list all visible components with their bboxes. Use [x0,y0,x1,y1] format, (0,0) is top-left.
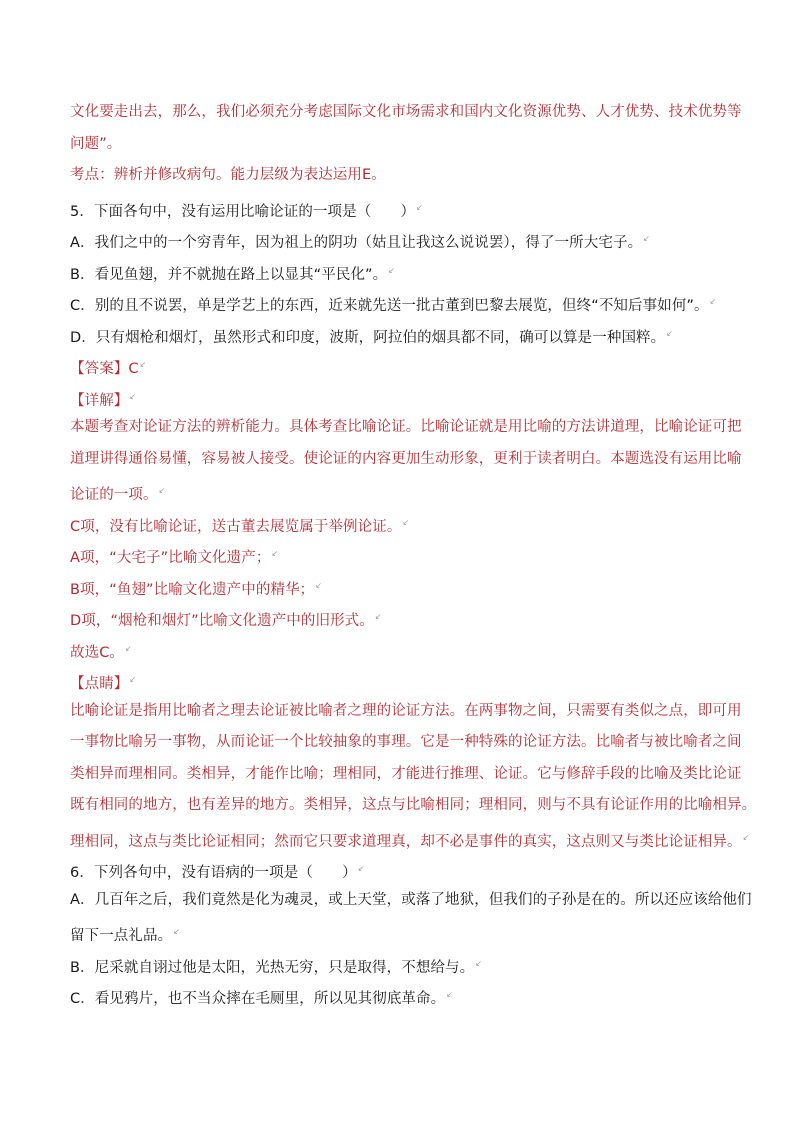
tip-text: 一事物比喻另一事物，从而论证一个比较抽象的事理。它是一种特殊的论证方法。比喻者与被比喻者之间 [70,734,742,750]
explanation-item: C项，没有比喻论证，送古董去展览属于举例论证。 ↙ [70,507,730,539]
conclusion-line: 故选C。 ↙ [70,633,730,665]
question-6-option-a-cont: 留下一点礼品。 ↙ [70,916,730,948]
explanation-heading: 【详解】 ↙ [70,381,730,413]
document-page [70,97,757,1011]
tip-text: 理相同，这点与类比论证相同；然而它只要求道理真，却不必是事件的真实，这点则又与类比论证相异。 ↙ [70,822,730,854]
explanation-item: D项，“烟枪和烟灯”比喻文化遗产中的旧形式。 ↙ [70,601,730,633]
question-5-stem: 5．下面各句中，没有运用比喻论证的一项是（ ） ↙ [70,192,730,224]
text-line: 文化要走出去，那么，我们必须充分考虑国际文化市场需求和国内文化资源优势、人才优势、技术优势等 [70,104,742,120]
question-5-option-d: D．只有烟枪和烟灯，虽然形式和印度，波斯，阿拉伯的烟具都不同，确可以算是一种国粹。 ↙ [70,318,730,350]
explanation-item: B项，“鱼翅”比喻文化遗产中的精华； ↙ [70,570,730,602]
question-6-option-b: B．尼采就自诩过他是太阳，光热无穷，只是取得，不想给与。 ↙ [70,948,730,980]
question-5-option-a: A．我们之中的一个穷青年，因为祖上的阴功（姑且让我这么说说罢），得了一所大宅子。 ↙ [70,223,730,255]
tip-text: 既有相同的地方，也有差异的地方。类相异，这点与比喻相同；理相同，则与不具有论证作用的比喻相异。 [70,797,757,813]
explanation-text: 本题考查对论证方法的辨析能力。具体考查比喻论证。比喻论证就是用比喻的方法讲道理，比喻论证可把 [70,419,742,435]
explanation-text: 道理讲得通俗易懂，容易被人接受。使论证的内容更加生动形象，更利于读者明白。本题选没有运用比喻 [70,450,742,467]
explanation-text: 论证的一项。 ↙ [70,475,730,507]
text-line: 问题”。 [70,135,122,152]
answer-heading: 【答案】C ↙ [70,349,730,381]
question-6-stem: 6．下列各句中，没有语病的一项是（ ） ↙ [70,853,730,885]
explanation-item: A项，“大宅子”比喻文化遗产； ↙ [70,538,730,570]
question-5-option-c: C．别的且不说罢，单是学艺上的东西，近来就先送一批古董到巴黎去展览，但终“不知后事如何”。 ↙ [70,286,730,318]
question-5-option-b: B．看见鱼翅，并不就抛在路上以显其“平民化”。 ↙ [70,255,730,287]
question-6-option-c: C．看见鸦片，也不当众摔在毛厕里，所以见其彻底革命。 ↙ [70,979,730,1011]
tip-text: 比喻论证是指用比喻者之理去论证被比喻者之理的论证方法。在两事物之间，只需要有类似之点，即可用 [70,702,742,719]
tip-text: 类相异而理相同。类相异，才能作比喻；理相同，才能进行推理、论证。它与修辞手段的比喻及类比论证 [70,765,742,782]
question-6-option-a: A．几百年之后，我们竟然是化为魂灵，或上天堂，或落了地狱，但我们的子孙是在的。所以还应该给他们 [70,891,752,908]
analysis-point-line: 考点：辨析并修改病句。能力层级为表达运用E。 [70,167,386,183]
tip-heading: 【点睛】 ↙ [70,664,730,696]
